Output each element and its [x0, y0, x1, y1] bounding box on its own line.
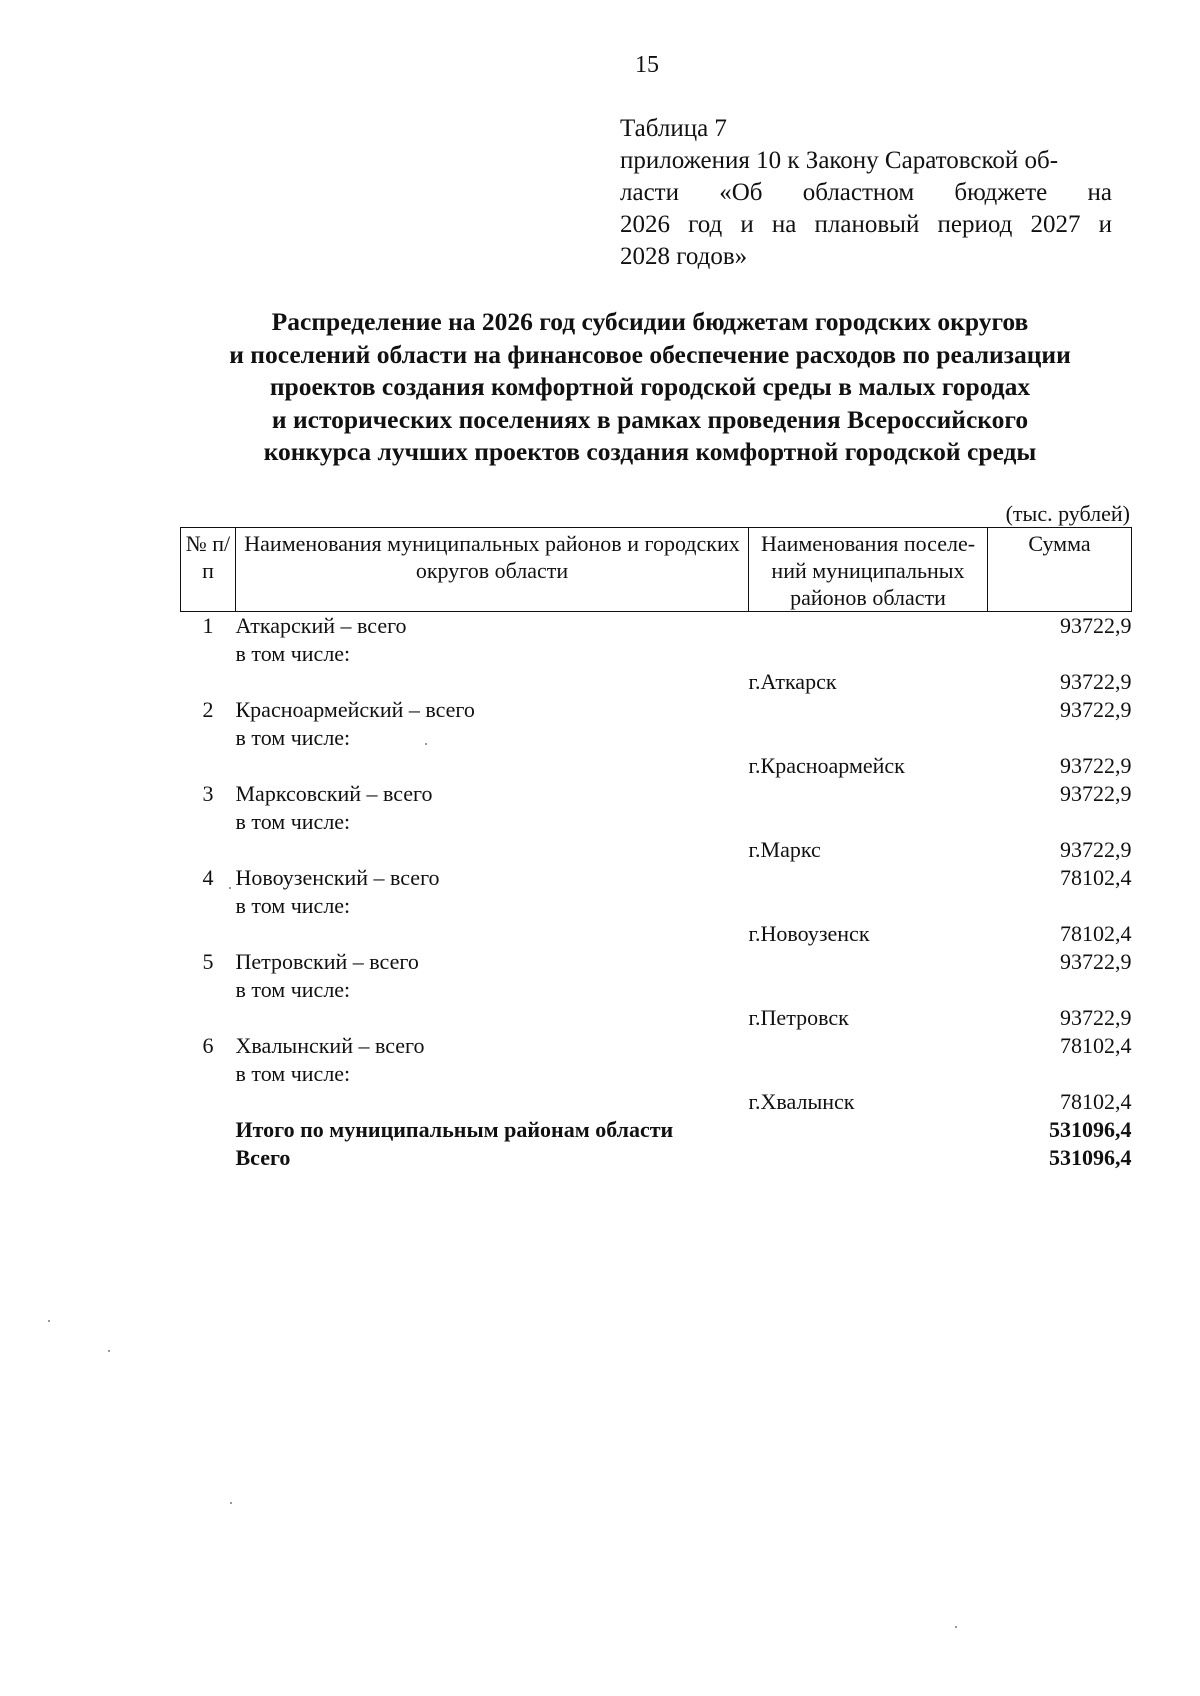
row-district — [236, 836, 749, 864]
row-number — [181, 920, 236, 948]
row-number — [181, 1060, 236, 1088]
appendix-line: 2026 год и на плановый период 2027 и — [620, 211, 1112, 238]
table-row — [181, 1060, 1132, 1088]
table-row — [181, 780, 1132, 808]
header-settlement: Наименования поселе-ний муниципальных районов области — [749, 528, 988, 612]
table-row — [181, 1088, 1132, 1116]
row-settlement — [749, 808, 988, 836]
row-number: 2 — [202, 697, 214, 722]
row-settlement: г.Хвалынск — [748, 1089, 855, 1114]
total-number — [181, 1116, 236, 1144]
row-number: 6 — [202, 1033, 214, 1058]
table-row — [181, 1032, 1132, 1060]
row-number: 5 — [202, 949, 214, 974]
row-settlement: г.Петровск — [748, 1005, 849, 1030]
table-header-row — [181, 528, 1132, 612]
total-label: Итого по муниципальным районам области — [235, 1117, 674, 1142]
row-number: 4 — [202, 865, 214, 890]
header-sum: Сумма — [988, 528, 1132, 612]
row-settlement — [749, 724, 988, 752]
row-settlement — [749, 696, 988, 724]
row-number — [181, 640, 236, 668]
row-settlement: г.Маркс — [748, 837, 821, 862]
row-sum — [988, 640, 1132, 668]
total-sum: 531096,4 — [1049, 1117, 1132, 1142]
table-row — [181, 920, 1132, 948]
row-sum: 78102,4 — [1060, 921, 1132, 946]
title-line: проектов создания комфортной городской среды в малых городах — [269, 372, 1031, 401]
table-row — [181, 612, 1132, 641]
row-settlement — [749, 612, 988, 641]
row-district: Красноармейский – всего — [235, 697, 475, 722]
row-number — [181, 808, 236, 836]
table-row — [181, 864, 1132, 892]
row-district: в том числе: — [235, 977, 351, 1002]
table-row — [181, 836, 1132, 864]
table-row — [181, 1004, 1132, 1032]
row-number: 1 — [202, 613, 214, 638]
row-district: Петровский – всего — [235, 949, 419, 974]
row-sum — [988, 808, 1132, 836]
row-sum: 78102,4 — [1060, 865, 1132, 890]
row-number — [181, 892, 236, 920]
row-sum: 93722,9 — [1060, 753, 1132, 778]
total-number — [181, 1144, 236, 1172]
row-district — [236, 752, 749, 780]
row-number — [181, 1088, 236, 1116]
row-sum: 93722,9 — [1060, 669, 1132, 694]
row-sum: 93722,9 — [1060, 837, 1132, 862]
row-district: Новоузенский – всего — [235, 865, 440, 890]
row-sum — [988, 1060, 1132, 1088]
row-number: 3 — [202, 781, 214, 806]
document-title — [150, 306, 1150, 469]
scan-speck — [425, 743, 427, 745]
table-row — [181, 808, 1132, 836]
total-row — [181, 1144, 1132, 1172]
row-settlement: г.Новоузенск — [748, 921, 870, 946]
total-sum: 531096,4 — [1049, 1145, 1132, 1170]
table-row — [181, 948, 1132, 976]
table-row — [181, 976, 1132, 1004]
table-row — [181, 724, 1132, 752]
row-district — [236, 1088, 749, 1116]
title-line: конкурса лучших проектов создания комфортной городской среды — [263, 437, 1037, 466]
title-line: Распределение на 2026 год субсидии бюджетам городских округов — [271, 307, 1029, 336]
row-settlement: г.Аткарск — [748, 669, 837, 694]
row-district — [236, 1004, 749, 1032]
row-settlement — [749, 948, 988, 976]
scan-speck — [48, 1320, 50, 1322]
row-number — [181, 976, 236, 1004]
row-sum — [988, 976, 1132, 1004]
header-num: № п/п — [181, 528, 236, 612]
table-body — [181, 612, 1132, 1173]
scan-speck — [230, 1502, 232, 1504]
row-district — [236, 920, 749, 948]
row-settlement — [749, 1032, 988, 1060]
row-settlement — [749, 1060, 988, 1088]
units-label: (тыс. рублей) — [1005, 501, 1130, 526]
row-number — [181, 1004, 236, 1032]
title-line: и исторических поселениях в рамках проведения Всероссийского — [271, 404, 1029, 434]
row-sum — [988, 724, 1132, 752]
header-district: Наименования муниципальных районов и городских округов области — [236, 528, 749, 612]
appendix-line: Таблица 7 — [620, 115, 727, 142]
row-sum: 93722,9 — [1060, 613, 1132, 638]
row-sum: 93722,9 — [1060, 781, 1132, 806]
row-sum: 93722,9 — [1060, 697, 1132, 722]
row-district: в том числе: — [235, 1061, 351, 1086]
table-row — [181, 892, 1132, 920]
row-number — [181, 836, 236, 864]
row-settlement — [749, 864, 988, 892]
row-settlement — [749, 640, 988, 668]
appendix-line: ласти «Об областном бюджете на — [620, 179, 1112, 206]
table-row — [181, 668, 1132, 696]
table-row — [181, 640, 1132, 668]
row-sum: 78102,4 — [1060, 1033, 1132, 1058]
row-sum: 78102,4 — [1060, 1089, 1132, 1114]
appendix-reference — [620, 113, 1112, 273]
scan-speck — [955, 1626, 957, 1628]
row-district: в том числе: — [235, 725, 351, 750]
row-number — [181, 724, 236, 752]
appendix-line: 2028 годов» — [620, 243, 748, 270]
scan-speck — [108, 1350, 110, 1352]
row-district: Марксовский – всего — [235, 781, 433, 806]
total-label: Всего — [235, 1145, 291, 1170]
scan-speck — [229, 887, 231, 889]
row-district: в том числе: — [235, 641, 351, 666]
row-district: Аткарский – всего — [235, 613, 407, 638]
row-settlement: г.Красноармейск — [748, 753, 905, 778]
row-sum: 93722,9 — [1060, 1005, 1132, 1030]
subsidy-table — [180, 527, 1132, 1172]
total-row — [181, 1116, 1132, 1144]
table-row — [181, 752, 1132, 780]
row-number — [181, 752, 236, 780]
title-line: и поселений области на финансовое обеспечение расходов по реализации — [229, 339, 1071, 369]
table-row — [181, 696, 1132, 724]
total-settlement — [749, 1116, 988, 1144]
row-district — [236, 668, 749, 696]
row-number — [181, 668, 236, 696]
appendix-line: приложения 10 к Закону Саратовской об- — [620, 147, 1059, 174]
row-district: в том числе: — [235, 893, 351, 918]
row-settlement — [749, 892, 988, 920]
row-sum — [988, 892, 1132, 920]
row-district: в том числе: — [235, 809, 351, 834]
row-settlement — [749, 976, 988, 1004]
row-district: Хвалынский – всего — [235, 1033, 425, 1058]
row-settlement — [749, 780, 988, 808]
row-sum: 93722,9 — [1060, 949, 1132, 974]
page-number: 15 — [635, 52, 659, 78]
total-settlement — [749, 1144, 988, 1172]
